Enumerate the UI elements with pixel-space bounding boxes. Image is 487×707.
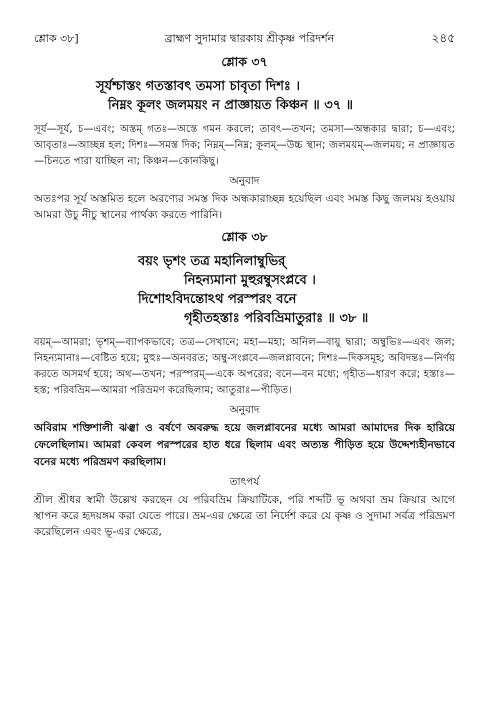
verse-37-translation-label: অনুবাদ — [229, 175, 260, 187]
verse-37-line-1: সূর্যশ্চাস্তং গতস্তাবৎ তমসা চাবৃতা দিশঃ । — [96, 79, 301, 94]
header-chapter-title: ব্রাহ্মণ সুদামার দ্বারকায় শ্রীকৃষ্ণ পরিদর্শন — [164, 32, 335, 45]
verse-37-translation: অতঃপর সূর্য অস্তমিত হলে অরণ্যের সমস্ত দিক অন্ধকারাচ্ছন্ন হয়েছিল এবং সমস্ত কিছু জলময় হওয়ায় আমরা উচু নীচু স্থানের পার্থক্য করতে পারিনি। — [34, 193, 455, 221]
verse-37-title: শ্লোক ৩৭ — [221, 54, 268, 69]
verse-38-translation-label: অনুবাদ — [229, 404, 260, 416]
verse-38-purport: শ্রীল শ্রীধর স্বামী উল্লেখ করছেন যে পরিবভ্রিম ক্রিয়াটিকে, পরি শব্দটি ভূ অথবা ভ্রম ক্রিয়ার আগে স্থাপন করে হৃদয়ঙ্গম করা যেতে পারে। ভ্রম-এর ক্ষেত্রে তা নির্দেশ করে যে কৃষ্ণ ও সুদামা সর্বত্র পরিভ্রমণ করেছিলেন এবং ভূ-এর ক্ষেত্রে, — [34, 494, 455, 538]
verse-38-text — [34, 252, 455, 328]
verse-37-line-2: নিম্নং কূলং জলময়ং ন প্রাজ্ঞায়ত কিঞ্চন ॥ ৩৭ ॥ — [108, 98, 354, 113]
verse-38-line-1: বয়ং ভৃশং তত্র মহানিলাম্বুভির্ — [138, 254, 286, 269]
page-header — [34, 30, 455, 48]
verse-37-synonyms: সূর্য—সূর্য, চ—এবং; অস্তম্ গতঃ—অস্তে গমন করলে; তাবৎ—তখন; তমসা—অন্ধকার দ্বারা; চ—এবং; আবৃতাঃ—আচ্ছন্ন হল; দিশঃ—সমস্ত দিক; নিম্নম্—নিম্ন; কূলম্—উচ্চ স্থান; জলময়ম্—জলময়; ন প্রাজ্ঞায়ত—চিনতে পারা যাচ্ছিল না; কিঞ্চন—কোনকিছু। — [34, 124, 455, 167]
verse-38-line-4: গৃহীতহস্তাঃ পরিবভ্রিমাতুরাঃ ॥ ৩৮ ॥ — [184, 311, 369, 326]
verse-38-purport-label: তাৎপর্য — [229, 476, 260, 488]
verse-38-line-2: নিহন্যমানা মুহুরম্বুসংপ্লবে । — [184, 273, 316, 288]
page-number: ২৪৫ — [431, 31, 455, 45]
verse-38-title: শ্লোক ৩৮ — [221, 229, 268, 244]
verse-37-text — [34, 77, 455, 115]
verse-38-line-3: দিশোঽবিদন্তোঽথ পরস্পরং বনে — [138, 292, 297, 307]
verse-38-synonyms: বয়ম্—আমরা; ভৃশম্—ব্যাপকভাবে; তত্র—সেখানে; মহা—মহা; অনিল—বায়ু দ্বারা; অম্বুভিঃ—এবং জল; নিহন্যমানাঃ—বেষ্টিত হয়ে; মুহুঃ—অনবরত; অম্বু-সংপ্লবে—জলপ্লাবনে; দিশঃ—দিকসমূহ; অবিদন্তঃ—নির্ণয় করতে অসমর্থ হয়ে; অথ—তখন; পরস্পরম্—একে অপরের; বনে—বন মধ্যে; গৃহীত—ধারণ করে; হস্তাঃ—হস্ত; পরিবভ্রিম—আমরা পরিভ্রমণ করেছিলাম; আতুরাঃ—পীড়িত। — [34, 337, 455, 396]
header-verse-ref: শ্লোক ৩৮] — [34, 32, 79, 45]
verse-38-translation: অবিরাম শক্তিশালী ঝঞ্ঝা ও বর্ষণে অবরুদ্ধ হয়ে জলপ্লাবনের মধ্যে আমরা আমাদের দিক হারিয়ে ফেলেছিলাম। আমরা কেবল পরস্পরের হাত ধরে ছিলাম এবং অত্যন্ত পীড়িত হয়ে উদ্দেশ্যহীনভাবে বনের মধ্যে পরিভ্রমণ করছিলাম। — [34, 422, 455, 468]
